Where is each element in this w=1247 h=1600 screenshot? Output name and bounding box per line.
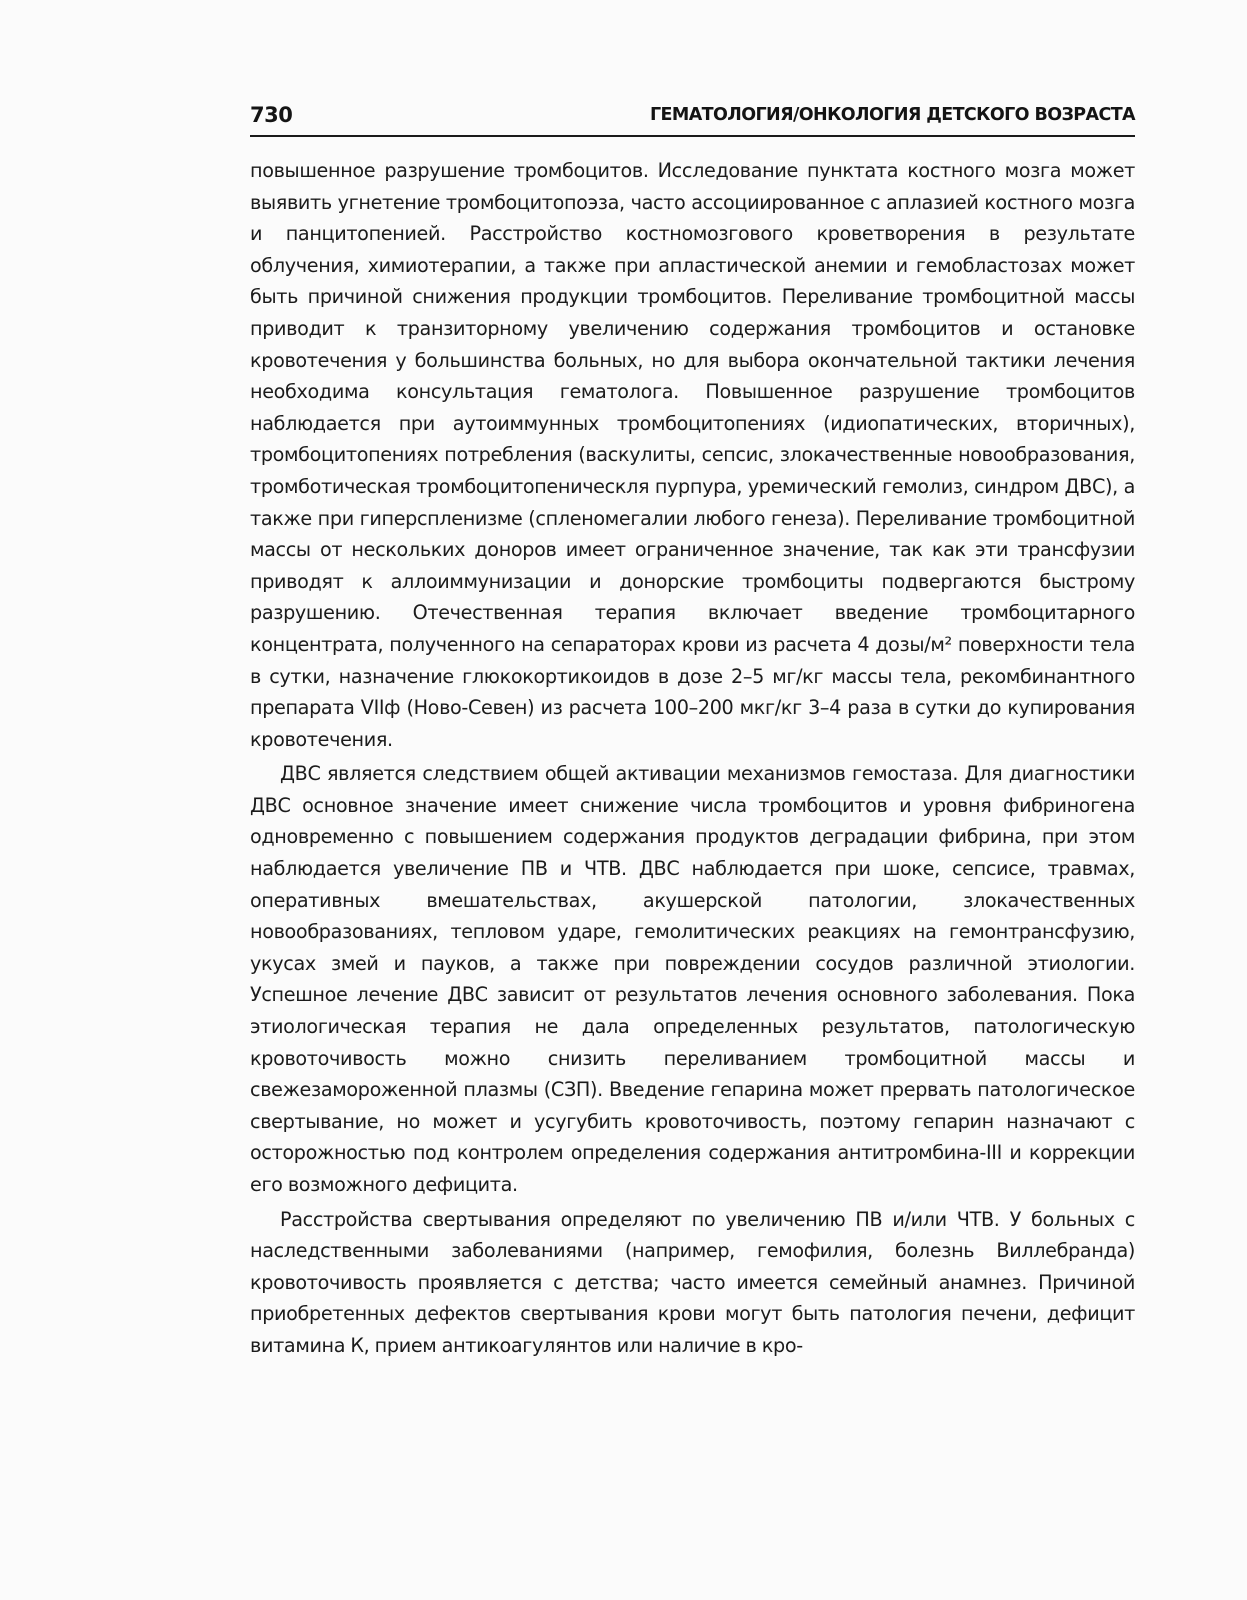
paragraph: ДВС является следствием общей активации механизмов гемостаза. Для диагностики ДВС основное значение имеет снижение числа тромбоцитов и уровня фибриногена одновременно с повышением содержания продуктов деградации фибрина, при этом наблюдается увеличение ПВ и ЧТВ. ДВС наблюдается при шоке, сепсисе, травмах, оперативных вмешательствах, акушерской патологии, злокачественных новообразованиях, тепловом ударе, гемолитических реакциях на гемонтрансфузию, укусах змей и пауков, а также при повреждении сосудов различной этиологии. Успешное лечение ДВС зависит от результатов лечения основного заболевания. Пока этиологическая терапия не дала определенных результатов, патологическую кровоточивость можно снизить переливанием тромбоцитной массы и свежезамороженной плазмы (СЗП). Введение гепарина может прервать патологическое свертывание, но может и усугубить кровоточивость, поэтому гепарин назначают с осторожностью под контролем определения содержания антитромбина-III и коррекции его возможного дефицита. bbox=[250, 762, 1135, 1196]
page-header bbox=[250, 101, 1135, 137]
page-number: 730 bbox=[250, 103, 293, 127]
paragraph: Расстройства свертывания определяют по увеличению ПВ и/или ЧТВ. У больных с наследственными заболеваниями (например, гемофилия, болезнь Виллебранда) кровоточивость проявляется с детства; часто имеется семейный анамнез. Причиной приобретенных дефектов свертывания крови могут быть патология печени, дефицит витамина К, прием антикоагулянтов или наличие в кро- bbox=[250, 1207, 1135, 1357]
body-text bbox=[250, 155, 1135, 1362]
running-title: ГЕМАТОЛОГИЯ/ОНКОЛОГИЯ ДЕТСКОГО ВОЗРАСТА bbox=[650, 105, 1135, 125]
paragraph: повышенное разрушение тромбоцитов. Исследование пунктата костного мозга может выявить угнетение тромбоцитопоэза, часто ассоциированное с аплазией костного мозга и панцитопенией. Расстройство костномозгового кроветворения в результате облучения, химиотерапии, а также при апластической анемии и гемобластозах может быть причиной снижения продукции тромбоцитов. Переливание тромбоцитной массы приводит к транзиторному увеличению содержания тромбоцитов и остановке кровотечения у большинства больных, но для выбора окончательной тактики лечения необходима консультация гематолога. Повышенное разрушение тромбоцитов наблюдается при аутоиммунных тромбоцитопениях (идиопатических, вторичных), тромбоцитопениях потребления (васкулиты, сепсис, злокачественные новообразования, тромботическая тромбоцитопеническля пурпура, уремический гемолиз, синдром ДВС), а также при гиперспленизме (спленомегалии любого генеза). Переливание тромбоцитной массы от нескольких доноров имеет ограниченное значение, так как эти трансфузии приводят к аллоиммунизации и донорские тромбоциты подвергаются быстрому разрушению. Отечественная терапия включает введение тромбоцитарного концентрата, полученного на сепараторах крови из расчета 4 дозы/м² поверхности тела в сутки, назначение глюкокортикоидов в дозе 2–5 мг/кг массы тела, рекомбинантного препарата VIIф (Ново-Севен) из расчета 100–200 мкг/кг 3–4 раза в сутки до купирования кровотечения. bbox=[250, 159, 1135, 751]
